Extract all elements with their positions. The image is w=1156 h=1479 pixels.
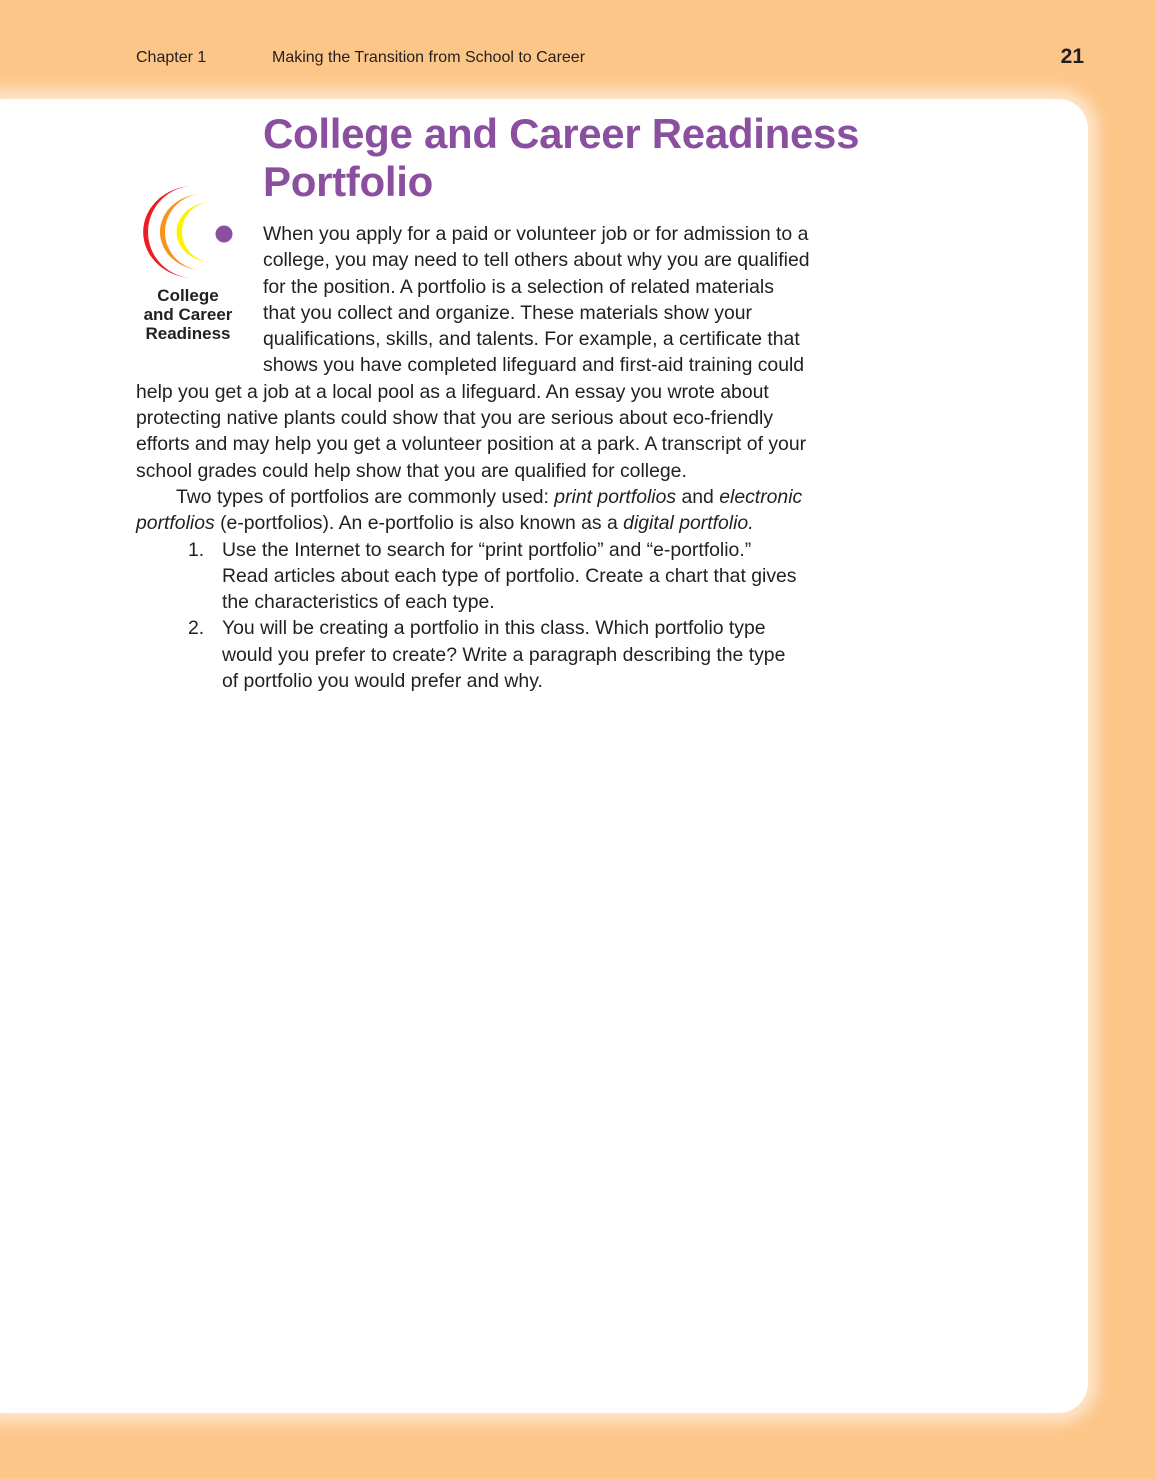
portfolio-types-paragraph — [136, 484, 846, 537]
list-item — [136, 537, 846, 616]
body-text — [136, 221, 846, 694]
text-run: and — [676, 485, 720, 508]
list-number-text: 2. — [188, 617, 205, 640]
running-title: Making the Transition from School to Career — [272, 49, 586, 66]
term-digital-portfolio: digital portfolio. — [623, 512, 754, 535]
paragraph-line: qualifications, skills, and talents. For example, a certificate that — [263, 328, 800, 351]
list-number — [136, 615, 222, 694]
logo-label-line: College — [157, 286, 219, 305]
paragraph-line: When you apply for a paid or volunteer job or for admission to a — [263, 223, 809, 245]
intro-paragraph — [136, 221, 846, 484]
paragraph-line: shows you have completed lifeguard and first-aid training could — [263, 354, 805, 377]
list-item-text — [222, 615, 846, 694]
paragraph-line — [136, 484, 846, 510]
term-portfolios: portfolios — [136, 512, 215, 535]
text-run: Two types of portfolios are commonly used: — [176, 485, 555, 508]
list-line: You will be creating a portfolio in this class. Which portfolio type — [222, 617, 766, 640]
term-print-portfolios: print portfolios — [554, 485, 677, 508]
paragraph-line: college, you may need to tell others about why you are qualified — [263, 249, 810, 272]
list-item — [136, 615, 846, 694]
page-number: 21 — [1060, 45, 1084, 68]
list-number-text: 1. — [188, 538, 205, 561]
logo-label-line: and Career — [143, 305, 233, 324]
paragraph-line: efforts and may help you get a volunteer position at a park. A transcript of your — [136, 433, 807, 456]
paragraph-line: protecting native plants could show that you are serious about eco-friendly — [136, 407, 774, 430]
paragraph-line: school grades could help show that you are qualified for college. — [136, 459, 687, 482]
list-line: Use the Internet to search for “print portfolio” and “e-portfolio.” — [222, 538, 752, 561]
section-title — [263, 110, 863, 206]
list-line: the characteristics of each type. — [222, 591, 495, 614]
list-item-text — [222, 537, 846, 616]
term-electronic: electronic — [719, 485, 803, 508]
list-number — [136, 537, 222, 616]
list-line: would you prefer to create? Write a paragraph describing the type — [222, 643, 786, 666]
section-title-line: College and Career Readiness — [263, 110, 860, 157]
page-header — [0, 0, 1156, 100]
text-run: (e-portfolios). An e-portfolio is also known as a — [214, 512, 624, 535]
paragraph-line: that you collect and organize. These materials show your — [263, 301, 752, 324]
paragraph-line — [136, 510, 846, 536]
paragraph-line: for the position. A portfolio is a selection of related materials — [263, 275, 774, 298]
logo-label-line: Readiness — [145, 324, 231, 343]
chapter-label: Chapter 1 — [136, 49, 207, 66]
list-line: of portfolio you would prefer and why. — [222, 670, 543, 693]
section-title-line: Portfolio — [263, 158, 433, 205]
list-line: Read articles about each type of portfolio. Create a chart that gives — [222, 564, 797, 587]
paragraph-line: help you get a job at a local pool as a lifeguard. An essay you wrote about — [136, 380, 769, 403]
